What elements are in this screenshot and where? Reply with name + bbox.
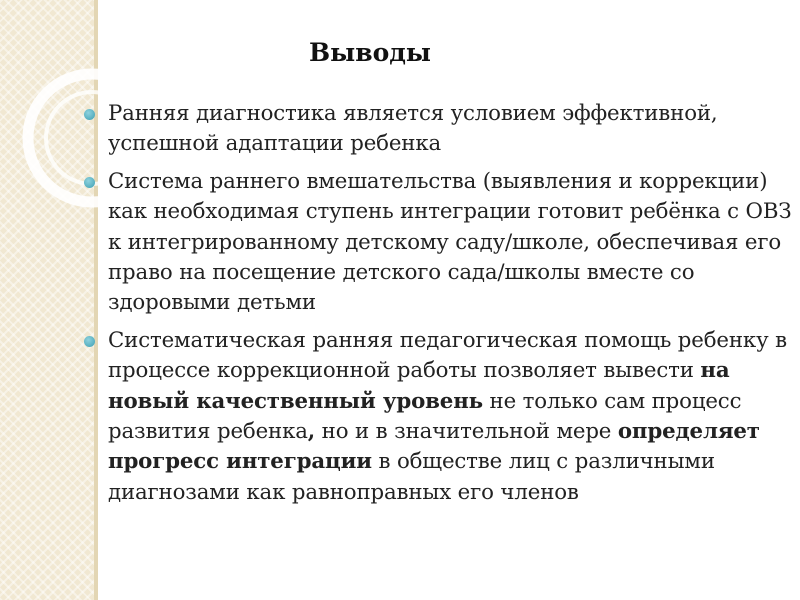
emphasis-text: определяет прогресс интеграции	[108, 419, 760, 475]
bullet-list	[80, 99, 792, 515]
slide-title: Выводы	[309, 38, 431, 67]
bullet-text: Ранняя диагностика является условием эффективной, успешной адаптации ребенка	[108, 101, 718, 157]
emphasis-text: на новый качественный уровень	[108, 358, 730, 414]
bullet-item	[80, 326, 792, 508]
emphasis-text: ,	[307, 419, 316, 445]
bullet-text: но и в значительной мере	[315, 419, 618, 445]
bullet-text: Система раннего вмешательства (выявления и коррекции) как необходимая ступень интеграции готовит ребёнка с ОВЗ к интегрированному детскому саду/школе, обеспечивая его право на посещение детского сада/школы вместе со здоровыми детьми	[108, 168, 792, 316]
bullet-text: не только сам процесс развития ребенка	[108, 388, 742, 445]
bullet-dot-icon	[84, 177, 95, 188]
bullet-text: в обществе лиц с различными диагнозами как равноправных его членов	[108, 449, 715, 505]
bullet-dot-icon	[84, 336, 95, 347]
bullet-item	[80, 167, 792, 319]
bullet-text: Систематическая ранняя педагогическая помощь ребенку в процессе коррекционной работы позволяет вывести	[108, 327, 787, 384]
bullet-dot-icon	[84, 109, 95, 120]
bullet-item	[80, 99, 792, 160]
